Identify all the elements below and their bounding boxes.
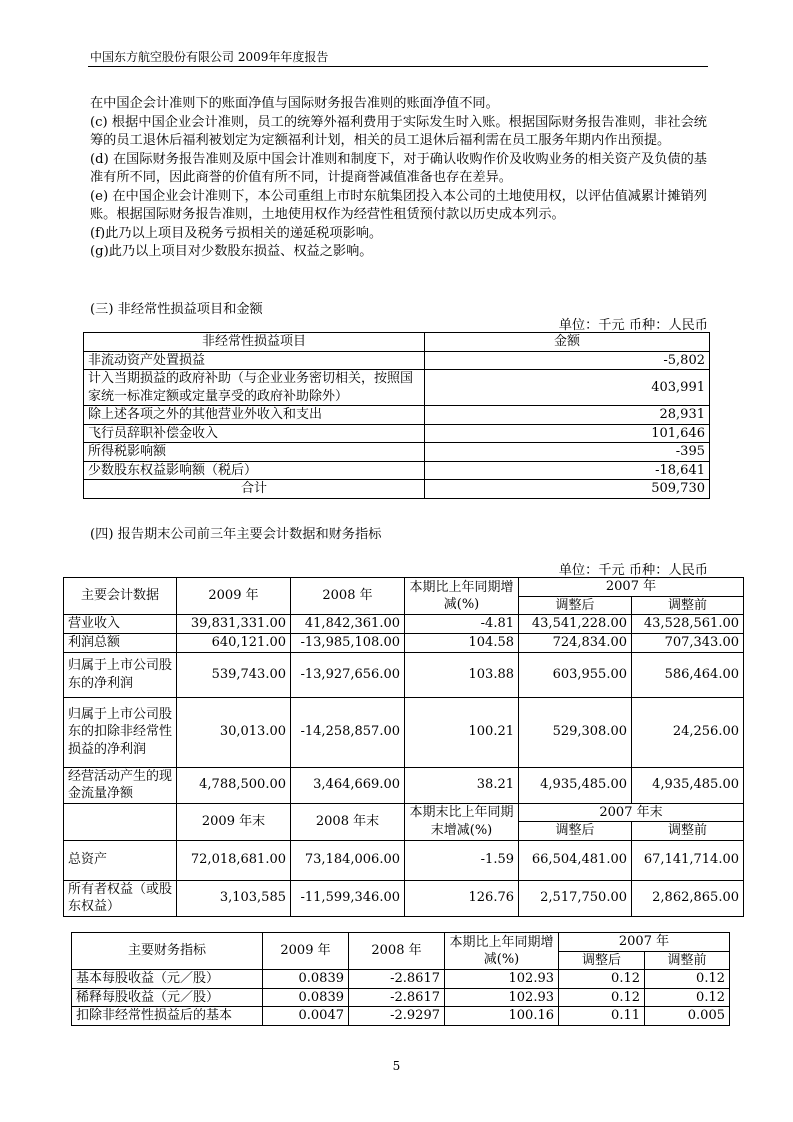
cell-value: 43,528,561.00 [632, 615, 744, 634]
column-header: 2008 年 [349, 933, 445, 970]
table-row [64, 767, 744, 803]
cell-value: 539,743.00 [177, 652, 291, 697]
item-amount: -5,802 [425, 351, 710, 370]
cell-value: 3,103,585 [177, 880, 291, 916]
column-header [64, 803, 177, 840]
cell-value: 4,935,485.00 [519, 767, 632, 803]
column-header: 主要财务指标 [72, 933, 263, 970]
row-label: 总资产 [64, 840, 177, 880]
cell-value: 0.12 [645, 988, 730, 1007]
table-row [64, 880, 744, 916]
cell-value: 100.16 [445, 1007, 559, 1026]
cell-value: -14,258,857.00 [291, 697, 405, 767]
table-header-row [64, 803, 744, 822]
column-header: 本期末比上年同期末增减(%) [405, 803, 519, 840]
table-row [64, 697, 744, 767]
cell-value: -4.81 [405, 615, 519, 634]
item-label: 计入当期损益的政府补助（与企业业务密切相关，按照国家统一标准定额或定量享受的政府补助除外） [84, 370, 425, 406]
table-row [84, 406, 710, 425]
row-label: 稀释每股收益（元／股） [72, 988, 263, 1007]
row-label: 利润总额 [64, 634, 177, 653]
cell-value: 0.0839 [263, 970, 349, 989]
table-row [72, 1007, 730, 1026]
row-label: 经营活动产生的现金流量净额 [64, 767, 177, 803]
table-header-row [64, 578, 744, 597]
cell-value: 24,256.00 [632, 697, 744, 767]
item-label: 除上述各项之外的其他营业外收入和支出 [84, 406, 425, 425]
section4-title: (四) 报告期末公司前三年主要会计数据和财务指标 [90, 527, 382, 542]
table-row [64, 652, 744, 697]
item-label: 飞行员辞职补偿金收入 [84, 424, 425, 443]
cell-value: 0.005 [645, 1007, 730, 1026]
cell-value: 0.0839 [263, 988, 349, 1007]
cell-value: 103.88 [405, 652, 519, 697]
column-header: 本期比上年同期增减(%) [405, 578, 519, 615]
cell-value: -2.8617 [349, 970, 445, 989]
column-header: 金额 [425, 333, 710, 352]
note-g: (g)此乃以上项目对少数股东损益、权益之影响。 [90, 244, 373, 259]
table-row [84, 443, 710, 462]
accounting-data-table [63, 577, 744, 917]
cell-value: 41,842,361.00 [291, 615, 405, 634]
column-header: 2009 年 [177, 578, 291, 615]
column-header-group: 2007 年 [519, 578, 744, 597]
table-row [84, 351, 710, 370]
note-f: (f)此乃以上项目及税务亏损相关的递延税项影响。 [90, 225, 383, 241]
column-header: 2008 年 [291, 578, 405, 615]
note-paragraph: 在中国企会计准则下的账面净值与国际财务报告准则的账面净值不同。 [90, 96, 499, 111]
column-header-adjusted: 调整后 [519, 596, 632, 615]
column-header-unadjusted: 调整前 [632, 596, 744, 615]
note-d: (d) 在国际财务报告准则及原中国会计准则和制度下，对于确认收购作价及收购业务的相关资产及负债的基准有所不同，因此商誉的价值有所不同，计提商誉减值准备也存在差异。 [90, 151, 707, 185]
row-label: 归属于上市公司股东的扣除非经常性损益的净利润 [64, 697, 177, 767]
table-row [72, 988, 730, 1007]
column-header: 本期比上年同期增减(%) [445, 933, 559, 970]
column-header-unadjusted: 调整前 [632, 822, 744, 841]
row-label: 营业收入 [64, 615, 177, 634]
column-header-group: 2007 年末 [519, 803, 744, 822]
cell-value: 724,834.00 [519, 634, 632, 653]
item-amount: 28,931 [425, 406, 710, 425]
cell-value: -1.59 [405, 840, 519, 880]
cell-value: 603,955.00 [519, 652, 632, 697]
column-header: 2008 年末 [291, 803, 405, 840]
column-header-adjusted: 调整后 [519, 822, 632, 841]
table-header-row [84, 333, 710, 352]
cell-value: 0.12 [559, 988, 645, 1007]
table-row [64, 840, 744, 880]
notes-paragraphs [90, 95, 707, 262]
cell-value: 102.93 [445, 988, 559, 1007]
financial-indicators-table [71, 932, 730, 1026]
item-label: 非流动资产处置损益 [84, 351, 425, 370]
table-header-row [72, 933, 730, 952]
cell-value: -13,985,108.00 [291, 634, 405, 653]
cell-value: -13,927,656.00 [291, 652, 405, 697]
section3-unit: 单位：千元 币种：人民币 [558, 318, 708, 333]
item-amount: -18,641 [425, 461, 710, 480]
total-label: 合计 [84, 480, 425, 499]
total-row [84, 480, 710, 499]
cell-value: 586,464.00 [632, 652, 744, 697]
cell-value: -11,599,346.00 [291, 880, 405, 916]
column-header-adjusted: 调整后 [559, 951, 645, 970]
table-row [72, 970, 730, 989]
cell-value: 104.58 [405, 634, 519, 653]
row-label: 基本每股收益（元／股） [72, 970, 263, 989]
table-row [64, 634, 744, 653]
cell-value: 4,788,500.00 [177, 767, 291, 803]
column-header: 2009 年末 [177, 803, 291, 840]
cell-value: 0.0047 [263, 1007, 349, 1026]
column-header: 非经常性损益项目 [84, 333, 425, 352]
total-amount: 509,730 [425, 480, 710, 499]
cell-value: 73,184,006.00 [291, 840, 405, 880]
item-amount: 403,991 [425, 370, 710, 406]
cell-value: 529,308.00 [519, 697, 632, 767]
cell-value: 4,935,485.00 [632, 767, 744, 803]
column-header: 2009 年 [263, 933, 349, 970]
cell-value: 102.93 [445, 970, 559, 989]
cell-value: 67,141,714.00 [632, 840, 744, 880]
header-rule [88, 66, 708, 67]
item-amount: 101,646 [425, 424, 710, 443]
note-c: (c) 根据中国企业会计准则，员工的统筹外福利费用于实际发生时入账。根据国际财务报告准则，非社会统筹的员工退休后福利被划定为定额福利计划，相关的员工退休后福利需在员工服务年期内作出预提。 [90, 114, 707, 148]
column-header-group: 2007 年 [559, 933, 730, 952]
row-label: 所有者权益（或股东权益） [64, 880, 177, 916]
item-amount: -395 [425, 443, 710, 462]
table-row [64, 615, 744, 634]
item-label: 少数股东权益影响额（税后） [84, 461, 425, 480]
cell-value: 2,862,865.00 [632, 880, 744, 916]
cell-value: 707,343.00 [632, 634, 744, 653]
cell-value: 3,464,669.00 [291, 767, 405, 803]
section4-unit: 单位：千元 币种：人民币 [558, 563, 708, 578]
section3-title: (三) 非经常性损益项目和金额 [90, 302, 263, 317]
page-number: 5 [392, 1059, 401, 1073]
running-header: 中国东方航空股份有限公司 2009年年度报告 [90, 50, 329, 64]
cell-value: 66,504,481.00 [519, 840, 632, 880]
cell-value: 100.21 [405, 697, 519, 767]
column-header-unadjusted: 调整前 [645, 951, 730, 970]
note-e: (e) 在中国企业会计准则下，本公司重组上市时东航集团投入本公司的土地使用权，以评估值减累计摊销列账。根据国际财务报告准则，土地使用权作为经营性租赁预付款以历史成本列示。 [90, 188, 707, 222]
cell-value: 38.21 [405, 767, 519, 803]
row-label: 归属于上市公司股东的净利润 [64, 652, 177, 697]
cell-value: -2.8617 [349, 988, 445, 1007]
table-row [84, 461, 710, 480]
cell-value: -2.9297 [349, 1007, 445, 1026]
item-label: 所得税影响额 [84, 443, 425, 462]
cell-value: 30,013.00 [177, 697, 291, 767]
cell-value: 43,541,228.00 [519, 615, 632, 634]
non-recurring-items-table [83, 332, 710, 499]
cell-value: 0.12 [645, 970, 730, 989]
cell-value: 39,831,331.00 [177, 615, 291, 634]
cell-value: 72,018,681.00 [177, 840, 291, 880]
column-header: 主要会计数据 [64, 578, 177, 615]
cell-value: 0.12 [559, 970, 645, 989]
table-row [84, 424, 710, 443]
table-row [84, 370, 710, 406]
cell-value: 640,121.00 [177, 634, 291, 653]
cell-value: 0.11 [559, 1007, 645, 1026]
cell-value: 2,517,750.00 [519, 880, 632, 916]
row-label: 扣除非经常性损益后的基本 [72, 1007, 263, 1026]
cell-value: 126.76 [405, 880, 519, 916]
